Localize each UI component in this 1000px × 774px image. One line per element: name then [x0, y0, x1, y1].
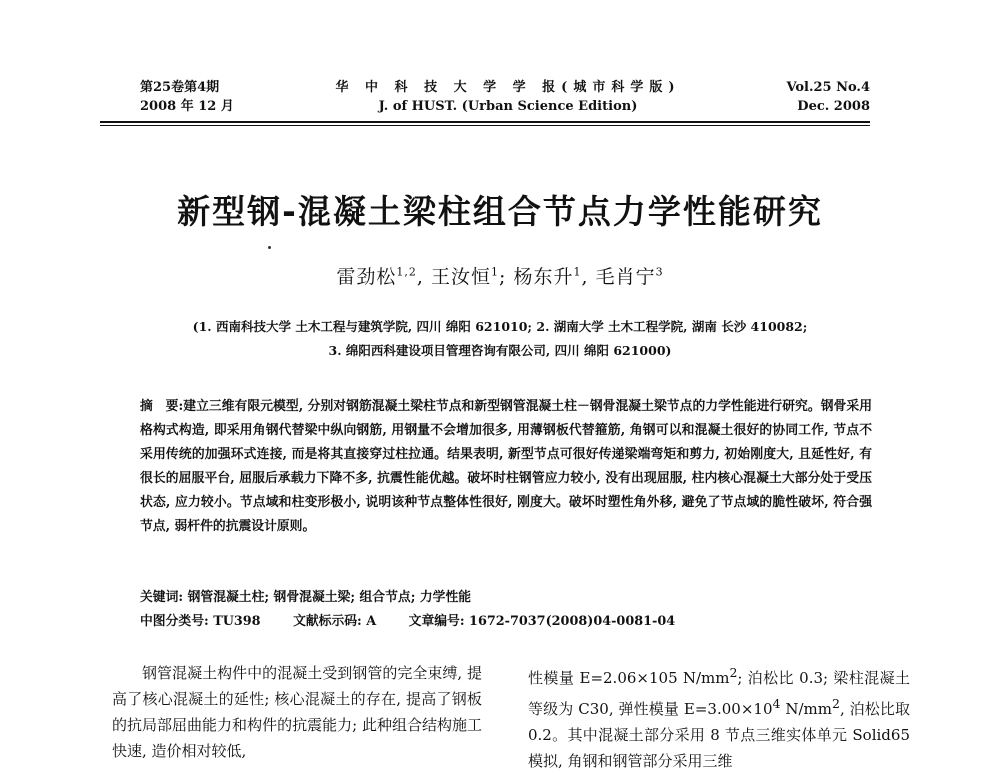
affiliation-line-2: 3. 绵阳西科建设项目管理咨询有限公司, 四川 绵阳 621000) — [328, 343, 672, 358]
body-right-text-4: , 泊松比取 0.2。其中混凝土部分采用 8 节点三维实体单元 Solid65 模拟, 角钢和钢管部分采用三维 — [528, 700, 910, 770]
doc-code-value: A — [366, 614, 377, 629]
author-separator: ; — [499, 266, 514, 288]
body-right-text-1: 性模量 E=2.06×105 N/mm — [528, 669, 730, 687]
journal-name-cn: 华 中 科 技 大 学 学 报(城市科学版) — [335, 80, 681, 95]
clc-value: TU398 — [213, 614, 261, 629]
journal-volume-en — [786, 78, 870, 116]
author-list — [0, 262, 1000, 289]
author-name: 王汝恒 — [431, 266, 492, 288]
article-number — [409, 614, 676, 629]
body-column-left — [112, 660, 482, 764]
author-affil-mark: 3 — [655, 265, 664, 279]
journal-name — [318, 78, 698, 116]
vol-no: Vol.25 No.4 — [786, 80, 870, 95]
author-affil-mark: 1 — [573, 265, 582, 279]
body-left-text: 钢管混凝土构件中的混凝土受到钢管的完全束缚, 提高了核心混凝土的延性; 核心混凝土的存在, 提高了钢板的抗局部屈曲能力和构件的抗震能力; 此种组合结构施工快速, 造价相对较低, — [112, 664, 482, 760]
paper-title: 新型钢-混凝土梁柱组合节点力学性能研究 — [177, 192, 823, 231]
doc-code-label: 文献标示码: — [293, 614, 362, 629]
article-number-value: 1672-7037(2008)04-0081-04 — [469, 614, 676, 629]
author-affil-mark: 1,2 — [396, 265, 417, 279]
abstract-text: 建立三维有限元模型, 分别对钢筋混凝土梁柱节点和新型钢管混凝土柱－钢骨混凝土梁节点的力学性能进行研究。钢骨采用格构式构造, 即采用角钢代替梁中纵向钢筋, 用钢量不会增加很多, 用薄钢板代替箍筋, 角钢可以和混凝土很好的协同工作, 节点不采用传统的加强环式连接, 而是将其直接穿过柱拉通。结果表明, 新型节点可很好传递梁端弯矩和剪力, 初始刚度大, 且延性好, 有很长的屈服平台, 屈服后承载力下降不多, 抗震性能优越。破坏时柱钢管应力较小, 没有出现屈服, 柱内核心混凝土大部分处于受压状态, 应力较小。节点域和柱变形极小, 说明该种节点整体性很好, 刚度大。破坏时塑性角外移, 避免了节点域的脆性破坏, 符合强节点, 弱杆件的抗震设计原则。 — [140, 399, 872, 534]
body-right-text-2: ; 泊松比 0.3; 梁柱混凝土等级为 C30, 弹性模量 E=3.00×10 — [528, 669, 910, 718]
journal-name-en: J. of HUST. (Urban Science Edition) — [378, 99, 638, 114]
article-number-label: 文章编号: — [408, 614, 465, 629]
superscript: 2 — [729, 665, 738, 680]
clc-label: 中图分类号: — [140, 614, 209, 629]
affiliation-line-1: (1. 西南科技大学 土木工程与建筑学院, 四川 绵阳 621010; 2. 湖南大学 土木工程学院, 湖南 长沙 410082; — [192, 319, 808, 334]
author-affil-mark: 1 — [491, 265, 500, 279]
volume-issue: 第25卷第4期 — [140, 80, 220, 95]
keywords — [140, 586, 471, 605]
superscript: 2 — [831, 696, 840, 711]
author-separator: , — [581, 266, 596, 288]
keywords-text: 钢管混凝土柱; 钢骨混凝土梁; 组合节点; 力学性能 — [187, 590, 472, 605]
scan-speck — [268, 246, 271, 249]
issue-date-cn: 2008 年 12 月 — [140, 99, 234, 114]
superscript: 4 — [772, 696, 781, 711]
body-right-text-3: N/mm — [780, 700, 832, 718]
author-name: 毛肖宁 — [595, 266, 656, 288]
author-name: 雷劲松 — [336, 266, 397, 288]
abstract-label: 摘 要: — [140, 399, 184, 414]
document-code — [293, 614, 376, 629]
journal-volume-info — [140, 78, 234, 116]
header-rule-thick — [100, 121, 870, 123]
body-column-right — [528, 660, 910, 774]
classification-line — [140, 610, 703, 629]
issue-date-en: Dec. 2008 — [797, 99, 870, 114]
abstract — [140, 395, 872, 539]
clc-number — [140, 614, 261, 629]
author-name: 杨东升 — [513, 266, 574, 288]
keywords-label: 关键词: — [140, 590, 184, 605]
author-separator: , — [416, 266, 431, 288]
header-rule-thin — [100, 125, 870, 126]
